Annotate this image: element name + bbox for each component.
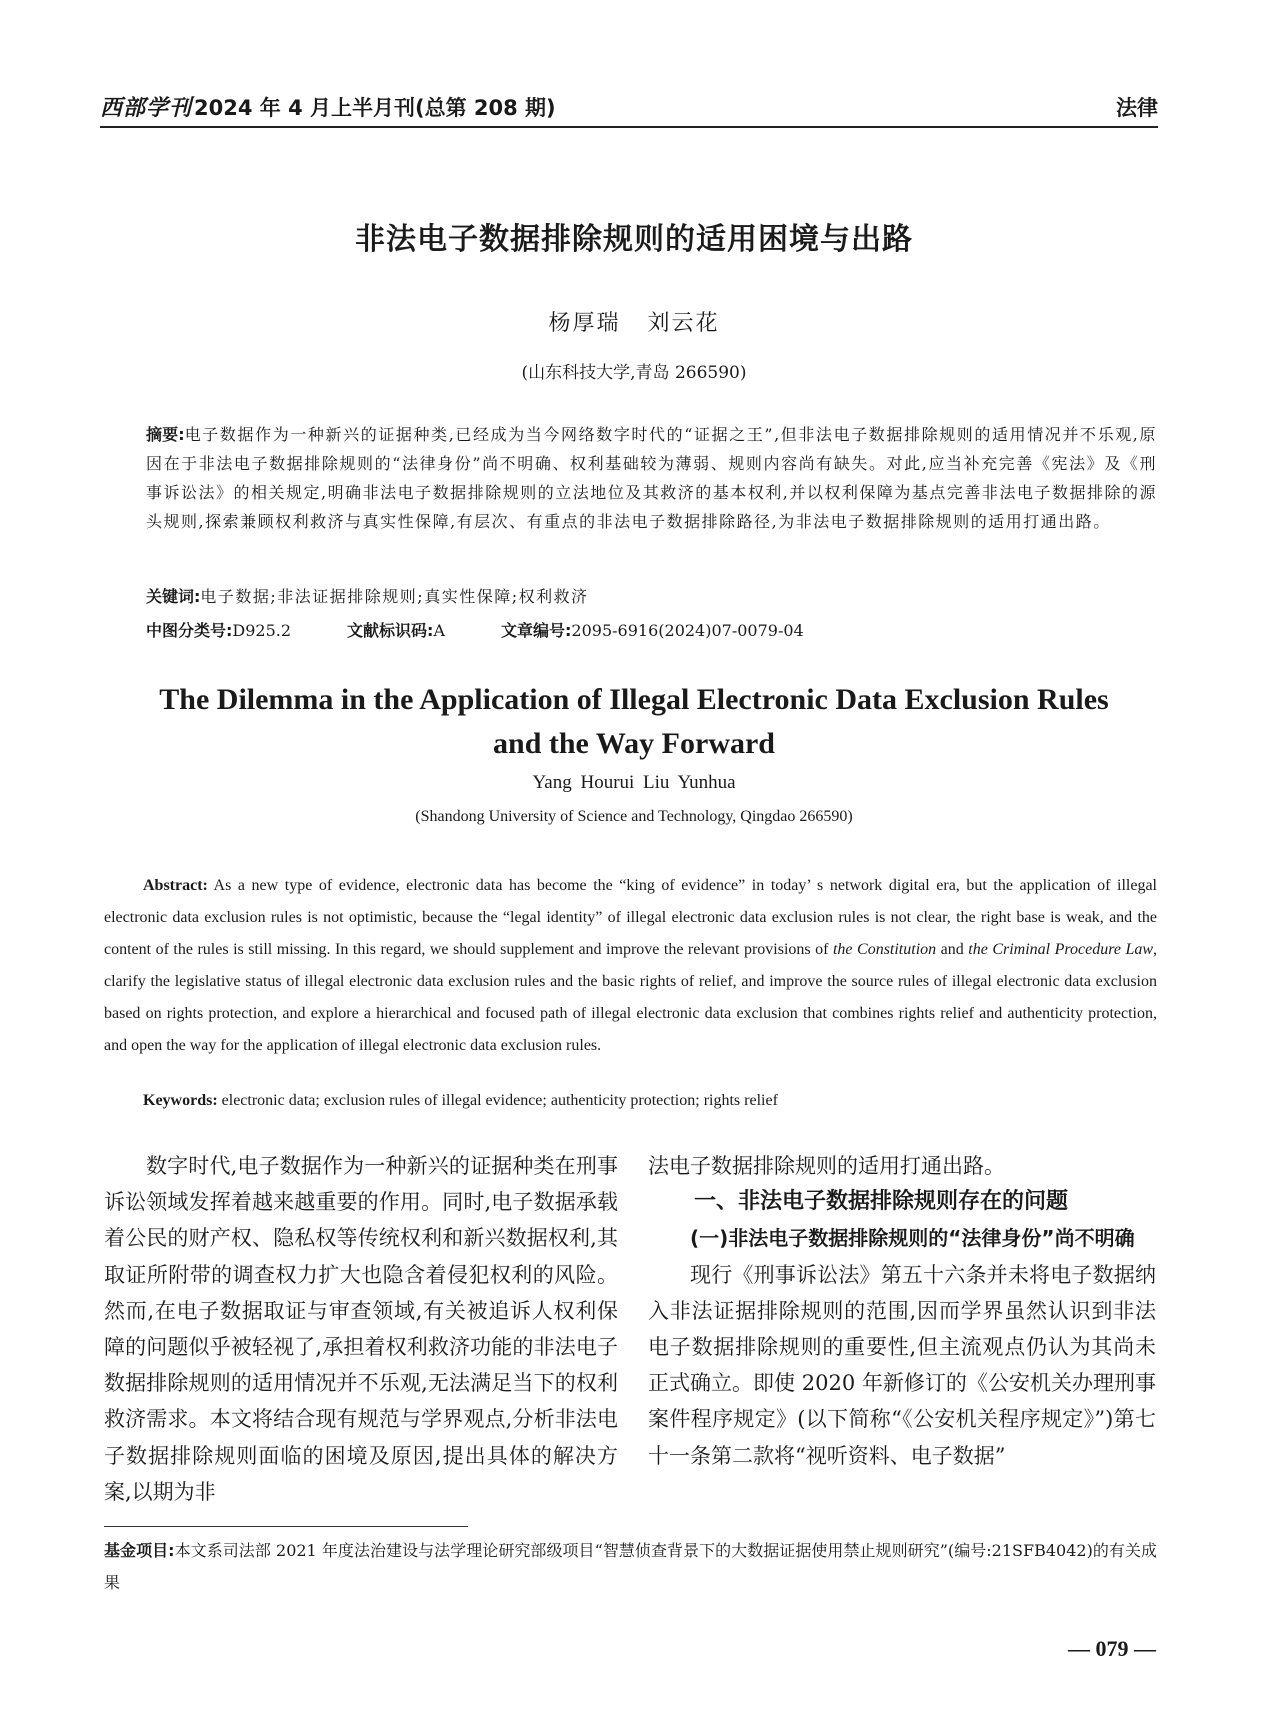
abstract-en-italic-1: the Constitution bbox=[832, 941, 937, 958]
abstract-en-label: Abstract: bbox=[143, 877, 208, 894]
keywords-en bbox=[143, 1092, 1157, 1110]
abstract-cn bbox=[146, 420, 1157, 536]
body-paragraph: 现行《刑事诉讼法》第五十六条并未将电子数据纳入非法证据排除规则的范围,因而学界虽然认识到非法电子数据排除规则的重要性,但主流观点仍认为其尚未正式确立。即使 2020 年新修订的《公安机关办理刑事案件程序规定》(以下简称“《公安机关程序规定》”)第七十一条第二款将“视听资料、电子数据” bbox=[648, 1262, 1156, 1468]
subsection-heading: (一)非法电子数据排除规则的“法律身份”尚不明确 bbox=[690, 1226, 1135, 1251]
clc-code bbox=[146, 618, 291, 641]
affiliation-cn: (山东科技大学,青岛 266590) bbox=[521, 363, 747, 383]
funding-footnote bbox=[104, 1535, 1157, 1599]
abstract-en-italic-2: the Criminal Procedure Law bbox=[968, 941, 1154, 958]
abstract-en-text-2: and bbox=[936, 941, 969, 958]
clc-label: 中图分类号: bbox=[146, 621, 233, 640]
title-cn: 非法电子数据排除规则的适用困境与出路 bbox=[355, 222, 913, 257]
running-header bbox=[100, 86, 1158, 122]
body-paragraph-continued: 法电子数据排除规则的适用打通出路。 bbox=[648, 1154, 1005, 1178]
body-paragraph: 数字时代,电子数据作为一种新兴的证据种类在刑事诉讼领域发挥着越来越重要的作用。同时,电子数据承载着公民的财产权、隐私权等传统权利和新兴数据权利,其取证所附带的调查权力扩大也隐含着侵犯权利的风险。然而,在电子数据取证与审查领域,有关被追诉人权利保障的问题似乎被轻视了,承担着权利救济功能的非法电子数据排除规则的适用情况并不乐观,无法满足当下的权利救济需求。本文将结合现有规范与学界观点,分析非法电子数据排除规则面临的困境及原因,提出具体的解决方案,以期为非 bbox=[104, 1154, 618, 1504]
keywords-cn-text: 电子数据;非法证据排除规则;真实性保障;权利救济 bbox=[200, 587, 589, 606]
header-left bbox=[100, 91, 556, 122]
abstract-cn-label: 摘要: bbox=[146, 425, 185, 444]
abstract-cn-text: 电子数据作为一种新兴的证据种类,已经成为当今网络数字时代的“证据之王”,但非法电子数据排除规则的适用情况并不乐观,原因在于非法电子数据排除规则的“法律身份”尚不明确、权利基础较为薄弱、规则内容尚有缺失。对此,应当补充完善《宪法》及《刑事诉讼法》的相关规定,明确非法电子数据排除规则的立法地位及其救济的基本权利,并以权利保障为基点完善非法电子数据排除的源头规则,探索兼顾权利救济与真实性保障,有层次、有重点的非法电子数据排除路径,为非法电子数据排除规则的适用打通出路。 bbox=[146, 425, 1157, 531]
issue-info: 2024 年 4 月上半月刊(总第 208 期) bbox=[194, 96, 556, 120]
keywords-cn bbox=[146, 584, 1157, 607]
keywords-cn-label: 关键词: bbox=[146, 587, 201, 606]
body-column-left bbox=[104, 1148, 618, 1510]
abstract-en-text-1: As a new type of evidence, electronic data has become the “king of evidence” in today’ s network digital era, but the application of illegal electronic data exclusion rules is not optimistic, because the “legal identity” of illegal electronic data exclusion rules is not clear, the right base is weak, and the content of the rules is still missing. In this regard, we should supplement and improve the relevant provisions of bbox=[104, 877, 1157, 958]
classification-line bbox=[146, 618, 1157, 641]
abstract-en-text-3: , clarify the legislative status of illegal electronic data exclusion rules and the basic rights of relief, and improve the source rules of illegal electronic data exclusion based on rights protection, and explore a hierarchical and focused path of illegal electronic data exclusion that combines rights relief and authenticity protection, and open the way for the application of illegal electronic data exclusion rules. bbox=[104, 941, 1158, 1054]
affiliation-en: (Shandong University of Science and Technology, Qingdao 266590) bbox=[415, 808, 853, 825]
abstract-en bbox=[104, 870, 1157, 1062]
doc-value: A bbox=[433, 621, 446, 640]
page-number: — 079 — bbox=[1068, 1636, 1156, 1661]
section-heading: 一、非法电子数据排除规则存在的问题 bbox=[694, 1189, 1069, 1215]
doc-label: 文献标识码: bbox=[347, 621, 434, 640]
article-label: 文章编号: bbox=[501, 621, 572, 640]
authors-cn: 杨厚瑞 刘云花 bbox=[548, 311, 720, 336]
header-rule bbox=[100, 126, 1158, 128]
clc-value: D925.2 bbox=[232, 621, 292, 640]
title-en bbox=[0, 678, 1268, 766]
body-column-right bbox=[648, 1148, 1156, 1474]
footnote-label: 基金项目: bbox=[104, 1541, 175, 1560]
keywords-en-text: electronic data; exclusion rules of illegal evidence; authenticity protection; rights relief bbox=[217, 1092, 778, 1109]
article-value: 2095-6916(2024)07-0079-04 bbox=[571, 621, 804, 640]
doc-code bbox=[347, 618, 445, 641]
article-number bbox=[501, 618, 804, 641]
journal-logo: 西部学刊 bbox=[100, 95, 193, 121]
footnote-rule bbox=[104, 1526, 468, 1527]
authors-en: Yang Hourui Liu Yunhua bbox=[532, 772, 736, 793]
keywords-en-label: Keywords: bbox=[143, 1092, 218, 1109]
footnote-text: 本文系司法部 2021 年度法治建设与法学理论研究部级项目“智慧侦查背景下的大数据证据使用禁止规则研究”(编号:21SFB4042)的有关成果 bbox=[104, 1541, 1157, 1592]
title-en-line1: The Dilemma in the Application of Illegal Electronic Data Exclusion Rules bbox=[159, 683, 1109, 716]
title-en-line2: and the Way Forward bbox=[493, 727, 775, 760]
section-label: 法律 bbox=[1116, 96, 1158, 120]
